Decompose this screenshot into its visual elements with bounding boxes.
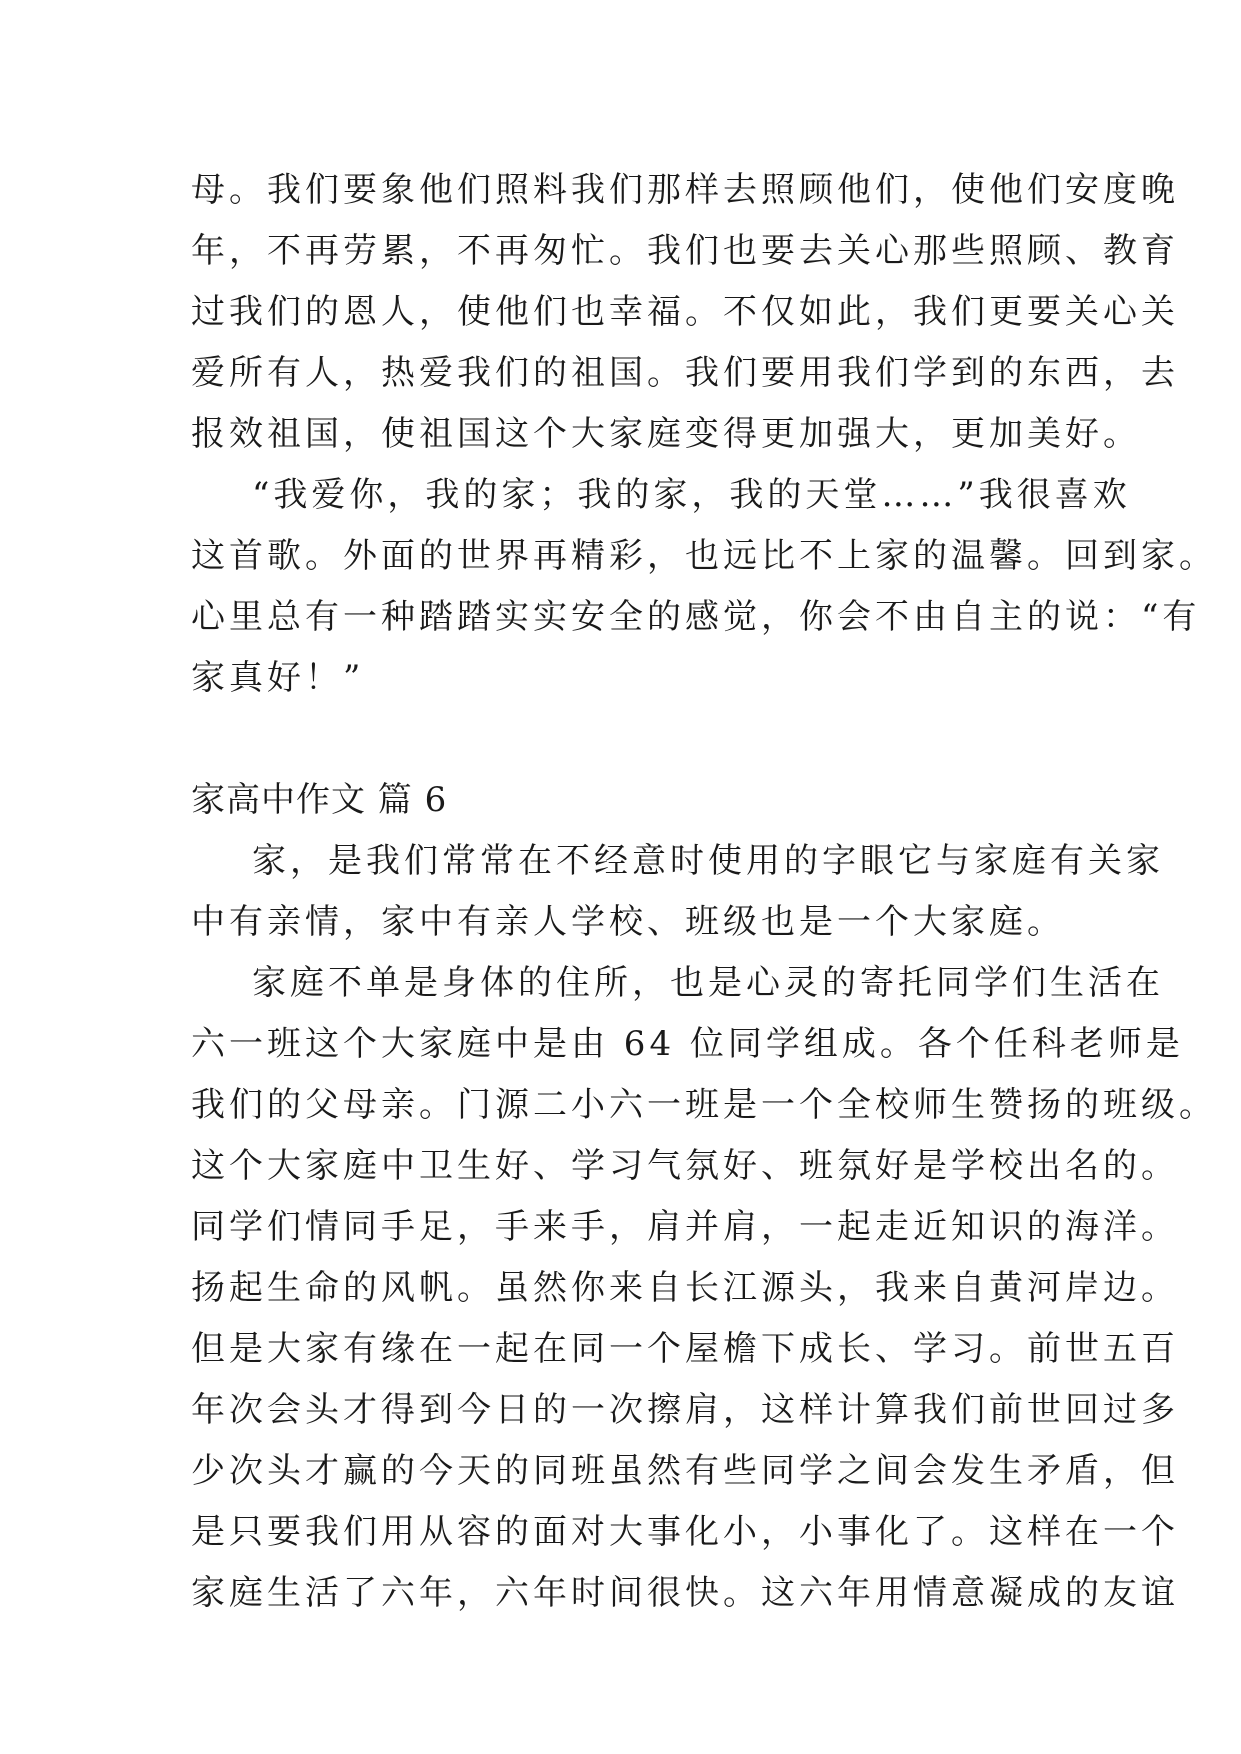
text-line: 同学们情同手足，手来手，肩并肩，一起走近知识的海洋。 [191,1207,1179,1247]
text-line: 年次会头才得到今日的一次擦肩，这样计算我们前世回过多 [191,1390,1179,1430]
text-line: 六一班这个大家庭中是由 64 位同学组成。各个任科老师是 [191,1024,1184,1064]
text-line: “我爱你，我的家；我的家，我的天堂……”我很喜欢 [252,475,1131,515]
text-line: 家庭生活了六年，六年时间很快。这六年用情意凝成的友谊 [191,1573,1179,1613]
document-body [191,160,1217,1624]
text-line: 爱所有人，热爱我们的祖国。我们要用我们学到的东西，去 [191,353,1179,393]
text-line: 中有亲情，家中有亲人学校、班级也是一个大家庭。 [191,902,1065,942]
text-line: 但是大家有缘在一起在同一个屋檐下成长、学习。前世五百 [191,1329,1179,1369]
text-line: 家，是我们常常在不经意时使用的字眼它与家庭有关家 [252,841,1164,881]
text-line: 家真好！” [191,658,365,698]
text-line: 母。我们要象他们照料我们那样去照顾他们，使他们安度晚 [191,170,1179,210]
text-line: 家庭不单是身体的住所，也是心灵的寄托同学们生活在 [252,963,1164,1003]
section-heading: 家高中作文 篇 6 [191,780,448,820]
text-line: 是只要我们用从容的面对大事化小，小事化了。这样在一个 [191,1512,1179,1552]
text-line: 报效祖国，使祖国这个大家庭变得更加强大，更加美好。 [191,414,1141,454]
text-line: 年，不再劳累，不再匆忙。我们也要去关心那些照顾、教育 [191,231,1179,271]
text-line: 我们的父母亲。门源二小六一班是一个全校师生赞扬的班级。 [191,1085,1217,1125]
paragraph-gap [191,709,1071,770]
text-line: 这个大家庭中卫生好、学习气氛好、班氛好是学校出名的。 [191,1146,1179,1186]
text-line: 少次头才赢的今天的同班虽然有些同学之间会发生矛盾，但 [191,1451,1179,1491]
text-line: 扬起生命的风帆。虽然你来自长江源头，我来自黄河岸边。 [191,1268,1179,1308]
text-line: 过我们的恩人，使他们也幸福。不仅如此，我们更要关心关 [191,292,1179,332]
text-line: 这首歌。外面的世界再精彩，也远比不上家的温馨。回到家。 [191,536,1217,576]
text-line: 心里总有一种踏踏实实安全的感觉，你会不由自主的说：“有 [191,597,1201,637]
